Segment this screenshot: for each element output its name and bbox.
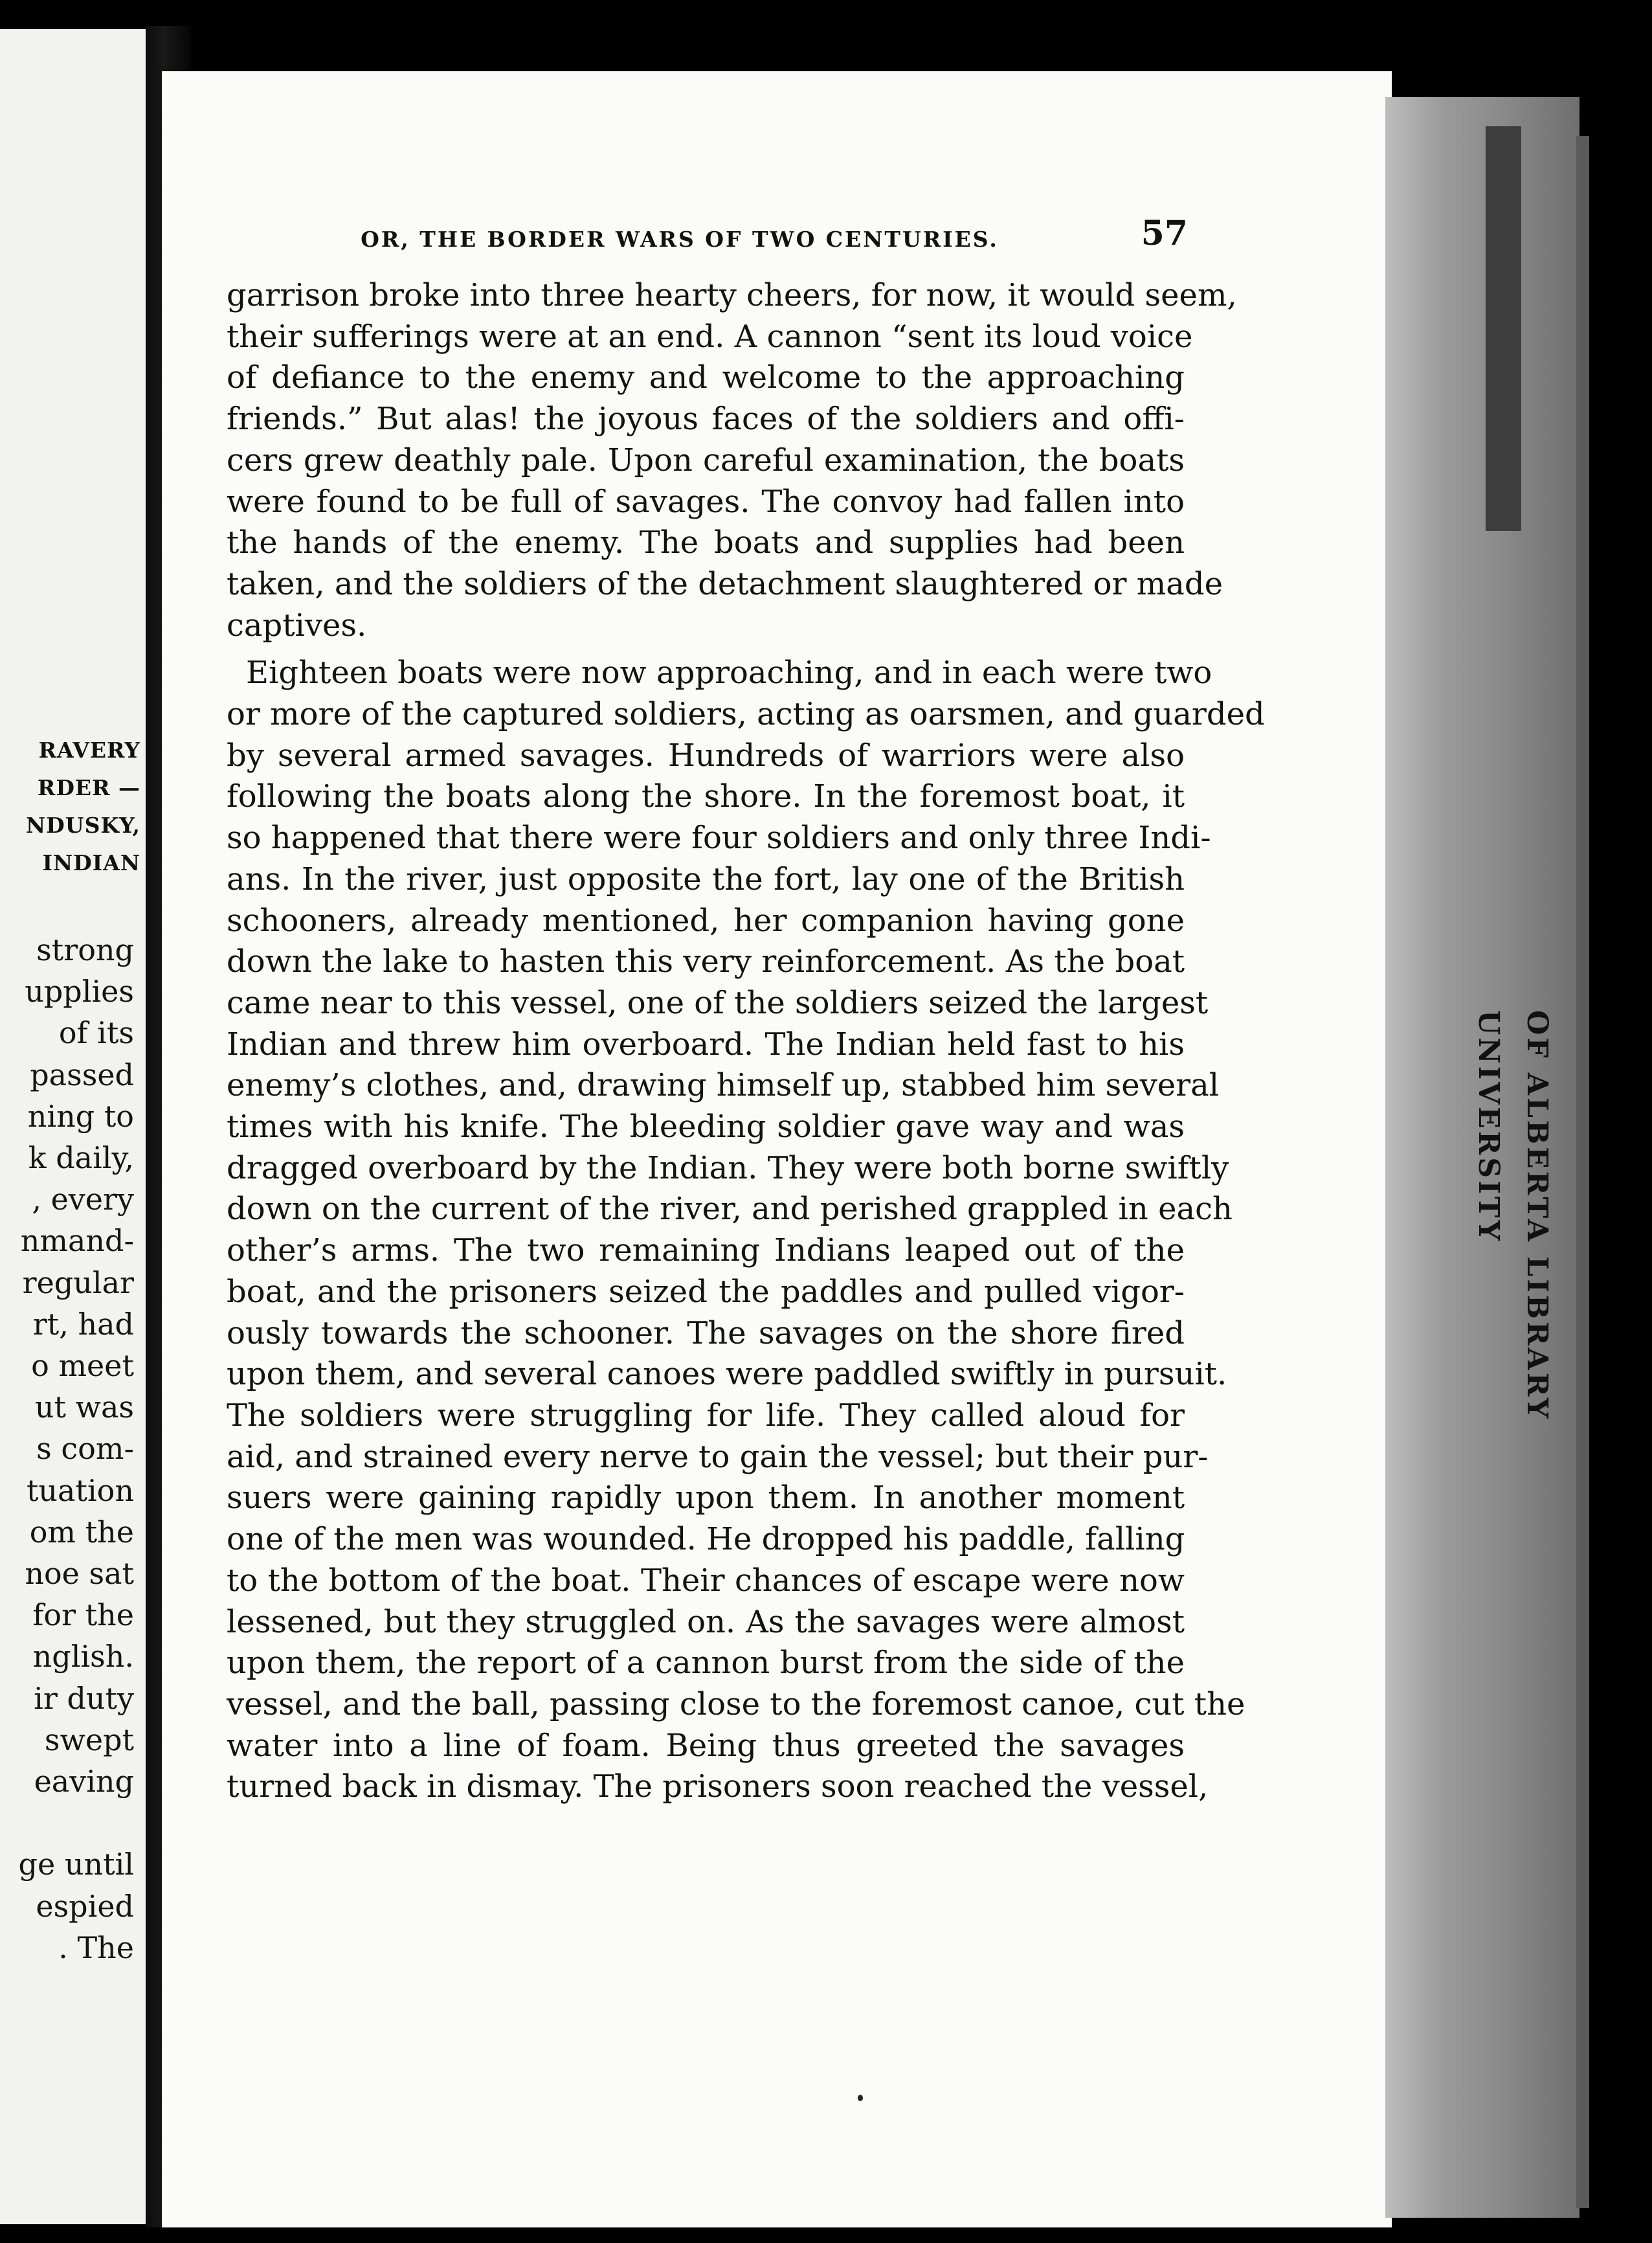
side-heading-line: INDIAN bbox=[42, 850, 140, 875]
side-heading-line: RDER — bbox=[37, 775, 140, 800]
facing-page-line: strong bbox=[36, 932, 134, 967]
facing-page-line: for the bbox=[32, 1597, 134, 1633]
side-heading-line: NDUSKY, bbox=[26, 813, 140, 838]
text-line: friends.” But alas! the joyous faces of the soldiers and offi- bbox=[227, 401, 1185, 438]
text-line: schooners, already mentioned, her companion having gone bbox=[227, 902, 1185, 939]
text-line: one of the men was wounded. He dropped his paddle, falling bbox=[227, 1521, 1185, 1558]
text-line: lessened, but they struggled on. As the savages were almost bbox=[227, 1603, 1185, 1640]
facing-page-line: of its bbox=[58, 1015, 134, 1051]
library-stamp bbox=[1457, 1010, 1586, 1425]
text-line: cers grew deathly pale. Upon careful examination, the boats bbox=[227, 442, 1185, 479]
text-line: aid, and strained every nerve to gain the vessel; but their pur- bbox=[227, 1438, 1209, 1475]
text-line: following the boats along the shore. In the foremost boat, it bbox=[227, 778, 1185, 815]
text-line: upon them, the report of a cannon burst from the side of the bbox=[227, 1645, 1185, 1682]
facing-page-line: s com- bbox=[36, 1431, 134, 1467]
facing-page-line: . The bbox=[58, 1930, 134, 1965]
facing-page-line: noe sat bbox=[25, 1556, 134, 1592]
facing-page-line: ir duty bbox=[34, 1680, 134, 1716]
side-heading-line: RAVERY bbox=[38, 738, 140, 763]
facing-page-line: upplies bbox=[25, 974, 134, 1009]
facing-page-line: nglish. bbox=[32, 1639, 134, 1674]
paragraph-gap bbox=[227, 646, 1185, 653]
text-line: captives. bbox=[227, 607, 367, 644]
facing-page-line bbox=[19, 1802, 134, 1843]
text-line: so happened that there were four soldiers and only three Indi- bbox=[227, 820, 1211, 857]
stamp-line-library: OF ALBERTA LIBRARY bbox=[1521, 1010, 1554, 1421]
text-line: vessel, and the ball, passing close to the foremost canoe, cut the bbox=[227, 1685, 1245, 1722]
text-line: upon them, and several canoes were paddled swiftly in pursuit. bbox=[227, 1356, 1227, 1393]
facing-page-line: nmand- bbox=[20, 1223, 134, 1259]
page-number: 57 bbox=[1141, 214, 1188, 253]
page-header bbox=[252, 214, 1204, 265]
stamp-line-university: UNIVERSITY bbox=[1472, 1010, 1505, 1243]
text-line: Eighteen boats were now approaching, and in each were two bbox=[246, 655, 1212, 692]
text-line: enemy’s clothes, and, drawing himself up, stabbed him several bbox=[227, 1067, 1220, 1104]
facing-page-line: , every bbox=[32, 1182, 134, 1217]
facing-page-line: regular bbox=[22, 1265, 134, 1300]
text-line: to the bottom of the boat. Their chances of escape were now bbox=[227, 1562, 1185, 1599]
text-line: down the lake to hasten this very reinforcement. As the boat bbox=[227, 943, 1185, 980]
ink-speck bbox=[858, 2095, 863, 2101]
facing-page-line: eaving bbox=[34, 1764, 134, 1799]
facing-page-line: tuation bbox=[26, 1472, 134, 1508]
facing-page-line: o meet bbox=[31, 1348, 134, 1384]
text-line: boat, and the prisoners seized the paddles and pulled vigor- bbox=[227, 1273, 1185, 1310]
text-line: the hands of the enemy. The boats and supplies had been bbox=[227, 524, 1185, 561]
facing-page-left bbox=[0, 29, 146, 2224]
text-line: Indian and threw him overboard. The Indian held fast to his bbox=[227, 1026, 1185, 1063]
facing-page-text bbox=[19, 929, 134, 1968]
text-line: turned back in dismay. The prisoners soon reached the vessel, bbox=[227, 1768, 1209, 1805]
facing-page-line: espied bbox=[36, 1888, 134, 1924]
text-line: down on the current of the river, and perished grappled in each bbox=[227, 1191, 1233, 1228]
text-line: came near to this vessel, one of the soldiers seized the largest bbox=[227, 984, 1209, 1021]
text-line: dragged overboard by the Indian. They were both borne swiftly bbox=[227, 1149, 1229, 1186]
text-line: times with his knife. The bleeding soldier gave way and was bbox=[227, 1109, 1185, 1145]
facing-page-side-heading bbox=[26, 732, 140, 882]
text-line: water into a line of foam. Being thus greeted the savages bbox=[227, 1727, 1185, 1764]
facing-page-line: om the bbox=[29, 1514, 134, 1550]
text-line: other’s arms. The two remaining Indians leaped out of the bbox=[227, 1232, 1185, 1269]
text-line: ans. In the river, just opposite the fort, lay one of the British bbox=[227, 861, 1185, 897]
facing-page-line: swept bbox=[44, 1722, 134, 1757]
text-line: by several armed savages. Hundreds of warriors were also bbox=[227, 737, 1185, 774]
facing-page-line: ning to bbox=[27, 1098, 134, 1134]
running-head: OR, THE BORDER WARS OF TWO CENTURIES. bbox=[361, 227, 999, 252]
text-line: The soldiers were struggling for life. They called aloud for bbox=[227, 1397, 1185, 1434]
edge-shadow-stripe bbox=[1486, 126, 1521, 531]
facing-page-line: passed bbox=[30, 1057, 134, 1092]
text-line: taken, and the soldiers of the detachment slaughtered or made bbox=[227, 565, 1223, 602]
text-line: their sufferings were at an end. A cannon “sent its loud voice bbox=[227, 318, 1193, 355]
text-line: of defiance to the enemy and welcome to the approaching bbox=[227, 359, 1185, 396]
facing-page-line: k daily, bbox=[28, 1140, 134, 1176]
text-line: ously towards the schooner. The savages on the shore fired bbox=[227, 1314, 1185, 1351]
text-line: were found to be full of savages. The convoy had fallen into bbox=[227, 483, 1185, 520]
facing-page-line: rt, had bbox=[32, 1306, 134, 1342]
body-text bbox=[227, 275, 1265, 1808]
facing-page-line: ge until bbox=[18, 1847, 134, 1882]
text-line: suers were gaining rapidly upon them. In another moment bbox=[227, 1480, 1185, 1516]
facing-page-line: ut was bbox=[34, 1390, 134, 1425]
text-line: or more of the captured soldiers, acting as oarsmen, and guarded bbox=[227, 696, 1265, 733]
text-line: garrison broke into three hearty cheers, for now, it would seem, bbox=[227, 277, 1237, 313]
